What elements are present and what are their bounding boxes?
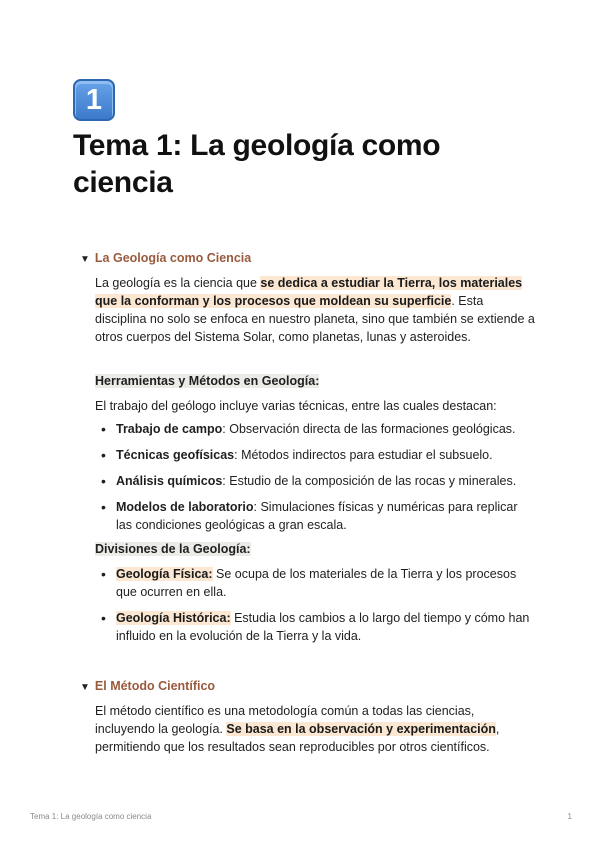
list-item-term: Análisis químicos bbox=[116, 474, 223, 488]
tools-intro-text: El trabajo del geólogo incluye varias técnicas, entre las cuales destacan: bbox=[95, 399, 497, 413]
list-item-desc: : Estudio de la composición de las rocas y minerales. bbox=[222, 474, 517, 488]
footer-doc-title: Tema 1: La geología como ciencia bbox=[30, 812, 152, 821]
tools-list bbox=[95, 420, 535, 542]
toggle-triangle-icon[interactable]: ▼ bbox=[80, 254, 90, 265]
footer-page-number: 1 bbox=[567, 812, 572, 821]
intro-text-start: La geología es la ciencia que bbox=[95, 276, 261, 290]
bullet-icon: • bbox=[101, 473, 106, 489]
list-item bbox=[95, 609, 535, 645]
bullet-icon: • bbox=[101, 421, 106, 437]
method-paragraph bbox=[95, 702, 535, 756]
list-item-term: Trabajo de campo bbox=[116, 422, 223, 436]
list-item-desc: : Observación directa de las formaciones geológicas. bbox=[222, 422, 516, 436]
divisions-heading-text: Divisiones de la Geología: bbox=[95, 542, 251, 556]
list-item-desc: Se ocupa de los materiales de la Tierra y los procesos que ocurren en ella. bbox=[116, 567, 517, 599]
list-item bbox=[95, 498, 535, 534]
tools-intro bbox=[95, 397, 535, 415]
list-item bbox=[95, 472, 535, 490]
toggle-label[interactable]: La Geología como Ciencia bbox=[94, 251, 252, 265]
list-item bbox=[95, 420, 535, 438]
list-item bbox=[95, 565, 535, 601]
tools-heading-text: Herramientas y Métodos en Geología: bbox=[95, 374, 320, 388]
divisions-heading bbox=[95, 540, 535, 558]
method-text-end: , permitiendo que los resultados sean reproducibles por otros científicos. bbox=[95, 722, 500, 754]
toggle-label[interactable]: El Método Científico bbox=[94, 679, 216, 693]
list-item-desc: : Simulaciones físicas y numéricas para replicar las condiciones geológicas a gran escala. bbox=[116, 500, 518, 532]
divisions-list bbox=[95, 565, 535, 653]
keycap-one-icon: 1 bbox=[73, 79, 115, 121]
bullet-icon: • bbox=[101, 610, 106, 626]
tools-heading bbox=[95, 372, 535, 390]
toggle-triangle-icon[interactable]: ▼ bbox=[80, 682, 90, 693]
intro-text-end: . Esta disciplina no solo se enfoca en nuestro planeta, sino que también se extiende a otros cuerpos del Sistema Solar, como planetas, lunas y asteroides. bbox=[95, 294, 535, 344]
list-item bbox=[95, 446, 535, 464]
list-item-desc: Estudia los cambios a lo largo del tiempo y cómo han influido en la evolución de la Tierra y la vida. bbox=[116, 611, 530, 643]
list-item-term: Geología Histórica: bbox=[116, 611, 231, 625]
list-item-term: Técnicas geofísicas bbox=[116, 448, 235, 462]
page-title: Tema 1: La geología como ciencia bbox=[73, 129, 441, 199]
bullet-icon: • bbox=[101, 499, 106, 515]
intro-paragraph bbox=[95, 274, 535, 346]
list-item-term: Geología Física: bbox=[116, 567, 213, 581]
list-item-term: Modelos de laboratorio bbox=[116, 500, 254, 514]
method-text-start: El método científico es una metodología común a todas las ciencias, incluyendo la geología. bbox=[95, 704, 475, 736]
intro-highlight: se dedica a estudiar la Tierra, los materiales que la conforman y los procesos que moldean su superficie bbox=[95, 276, 523, 308]
toggle-metodo-cientifico[interactable] bbox=[80, 679, 215, 693]
list-item-desc: : Métodos indirectos para estudiar el subsuelo. bbox=[234, 448, 493, 462]
method-highlight: Se basa en la observación y experimentación bbox=[226, 722, 496, 736]
bullet-icon: • bbox=[101, 447, 106, 463]
bullet-icon: • bbox=[101, 566, 106, 582]
toggle-geologia-como-ciencia[interactable] bbox=[80, 251, 251, 265]
